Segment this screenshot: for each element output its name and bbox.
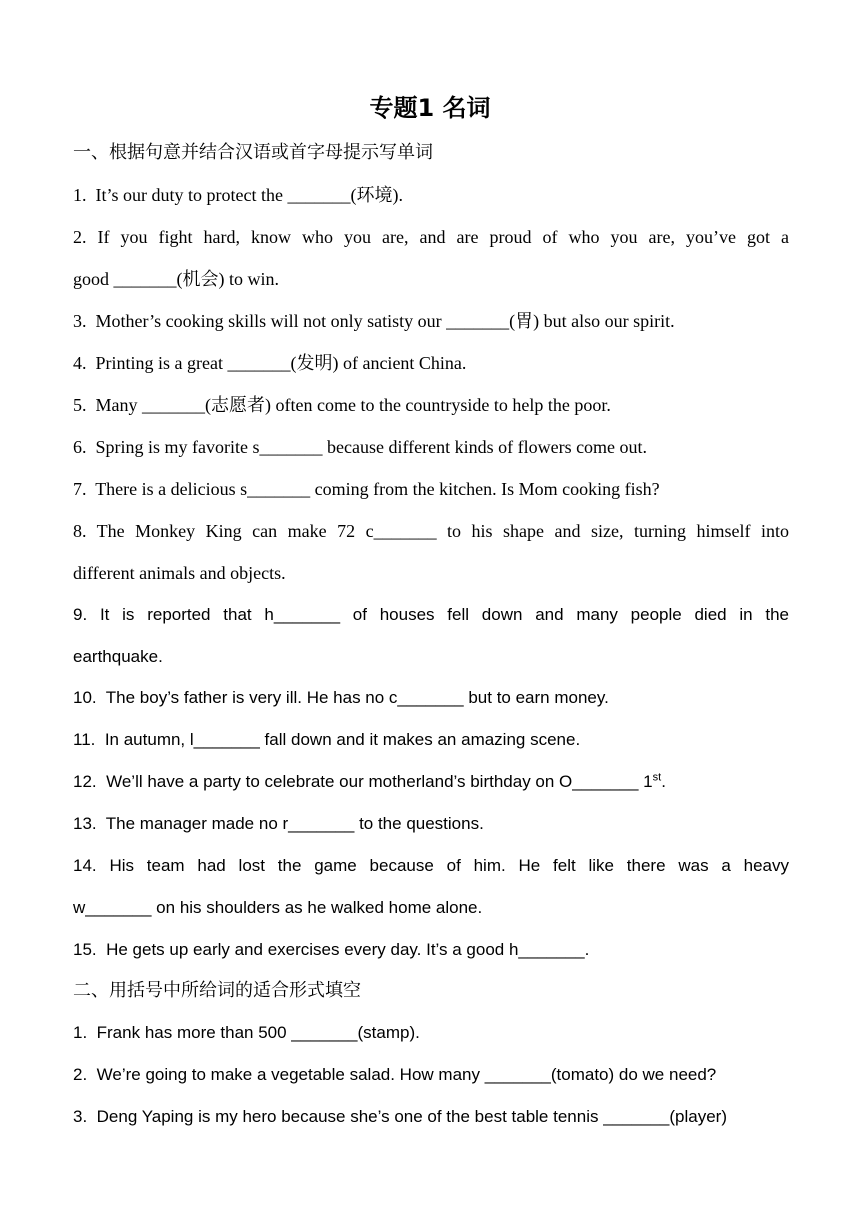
list-item <box>73 225 789 249</box>
list-item <box>73 393 789 417</box>
item-number: 7. <box>73 479 87 499</box>
list-item <box>73 603 789 627</box>
item-number: 6. <box>73 437 87 457</box>
section2-heading: 二、用括号中所给词的适合形式填空 <box>73 980 361 1001</box>
list-item-continuation: earthquake. <box>73 647 163 666</box>
item-text: In autumn, l_______ fall down and it makes an amazing scene. <box>104 730 581 749</box>
item-number: 1. <box>73 1023 88 1042</box>
list-item <box>73 1063 789 1087</box>
item-text: It is reported that h_______ of houses fell down and many people died in the <box>99 605 789 624</box>
item-text: Frank has more than 500 _______(stamp). <box>96 1023 420 1042</box>
list-item <box>73 728 789 752</box>
section1-heading: 一、根据句意并结合汉语或首字母提示写单词 <box>73 142 433 163</box>
list-item <box>73 1021 789 1045</box>
list-item <box>73 309 789 333</box>
list-item <box>73 477 789 501</box>
item-number: 2. <box>73 227 87 247</box>
item-text: It’s our duty to protect the _______(环境). <box>95 185 403 205</box>
list-item <box>73 770 789 794</box>
ordinal-suffix: st <box>652 771 662 784</box>
item-number: 2. <box>73 1065 88 1084</box>
item-number: 13. <box>73 814 97 833</box>
list-item <box>73 812 789 836</box>
item-number: 12. <box>73 772 97 791</box>
list-item <box>73 183 789 207</box>
list-item <box>73 1105 789 1129</box>
item-text: We’ll have a party to celebrate our motherland’s birthday on O_______ 1 <box>106 772 653 791</box>
item-text: If you fight hard, know who you are, and are proud of who you are, you’ve got a <box>97 227 789 247</box>
item-number: 11. <box>73 730 96 749</box>
page-title: 专题1 名词 <box>369 94 491 122</box>
item-number: 9. <box>73 605 88 624</box>
item-text: Printing is a great _______(发明) of ancient China. <box>95 353 467 373</box>
item-number: 10. <box>73 688 97 707</box>
item-number: 1. <box>73 185 87 205</box>
item-text: His team had lost the game because of him. He felt like there was a heavy <box>109 856 789 875</box>
item-text: Mother’s cooking skills will not only satisty our _______(胃) but also our spirit. <box>95 311 675 331</box>
list-item-continuation: good _______(机会) to win. <box>73 269 279 289</box>
item-text: Many _______(志愿者) often come to the countryside to help the poor. <box>95 395 611 415</box>
list-item <box>73 351 789 375</box>
item-number: 14. <box>73 856 97 875</box>
list-item <box>73 435 789 459</box>
item-number: 5. <box>73 395 87 415</box>
item-number: 8. <box>73 521 87 541</box>
list-item <box>73 854 789 878</box>
item-number: 3. <box>73 1107 88 1126</box>
item-text: There is a delicious s_______ coming from the kitchen. Is Mom cooking fish? <box>95 479 660 499</box>
item-text: Deng Yaping is my hero because she’s one of the best table tennis _______(player) <box>96 1107 728 1126</box>
item-tail: . <box>661 772 666 791</box>
list-item <box>73 938 789 962</box>
list-item <box>73 686 789 710</box>
item-text: The manager made no r_______ to the questions. <box>105 814 484 833</box>
item-number: 15. <box>73 940 97 959</box>
item-text: Spring is my favorite s_______ because different kinds of flowers come out. <box>95 437 648 457</box>
list-item-continuation: different animals and objects. <box>73 563 286 583</box>
item-text: The boy’s father is very ill. He has no c_______ but to earn money. <box>105 688 609 707</box>
item-number: 4. <box>73 353 87 373</box>
item-number: 3. <box>73 311 87 331</box>
item-text: The Monkey King can make 72 c_______ to his shape and size, turning himself into <box>96 521 789 541</box>
list-item <box>73 519 789 543</box>
item-text: He gets up early and exercises every day. It’s a good h_______. <box>106 940 590 959</box>
list-item-continuation: w_______ on his shoulders as he walked home alone. <box>73 898 483 917</box>
item-text: We’re going to make a vegetable salad. How many _______(tomato) do we need? <box>96 1065 717 1084</box>
